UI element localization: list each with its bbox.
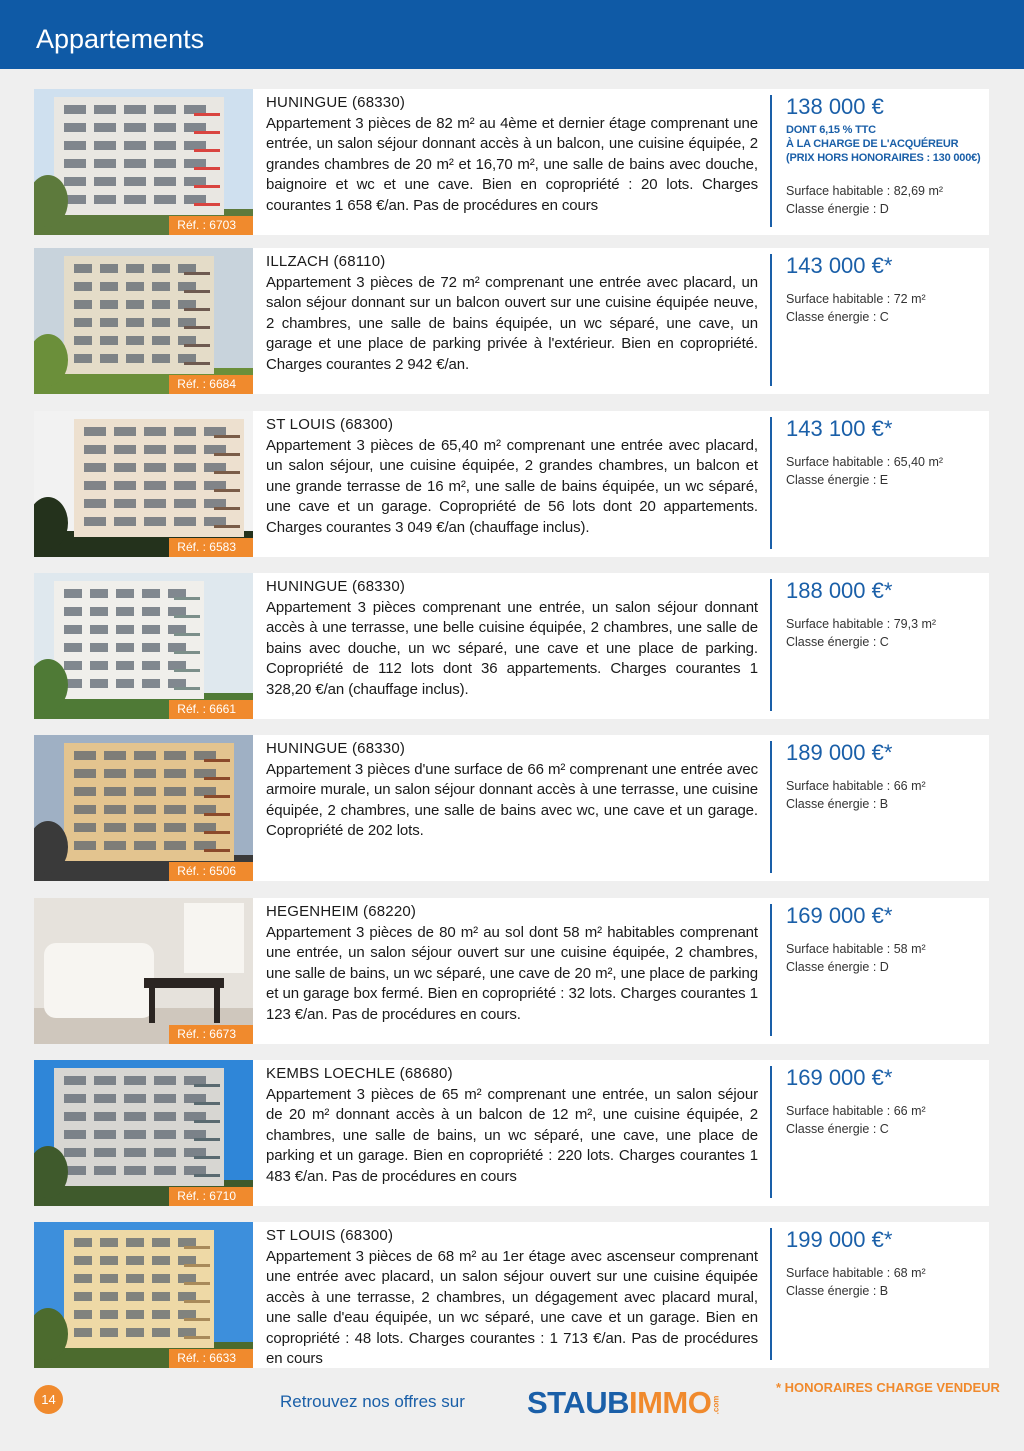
property-photo — [34, 1222, 253, 1368]
surface-area: Surface habitable : 66 m² — [786, 1104, 926, 1118]
listing-text: Appartement 3 pièces de 68 m² au 1er étage avec ascenseur comprenant une entrée avec placard, un salon séjour ouvert sur une cuisine équipée accès à une terrasse, 2 chambres, un dégagement avec placard mural, une salle d'eau équipée, un wc séparé, une cave et un garage. Bien en copropriété : 48 lots. Charges courantes : 1 713 €/an. Pas de procédures en cours — [266, 1247, 758, 1367]
listing-city: KEMBS LOECHLE (68680) — [266, 1065, 453, 1082]
divider — [770, 904, 772, 1036]
listing-city: HUNINGUE (68330) — [266, 94, 406, 111]
energy-class: Classe énergie : C — [786, 1122, 889, 1136]
listing-facts — [786, 777, 986, 813]
price-box — [786, 739, 986, 813]
divider — [770, 417, 772, 549]
listing-facts — [786, 453, 986, 489]
listing-text: Appartement 3 pièces de 65,40 m² comprenant une entrée avec placard, un salon séjour, une cuisine équipée, 2 grandes chambres, un balcon et une grande terrasse de 16 m², une salle de bains équipée, un wc séparé, une cave et un garage. Copropriété de 56 lots dont 20 appartements. Charges courantes 3 049 €/an (chauffage inclus). — [266, 436, 758, 536]
listing-card[interactable] — [34, 573, 989, 719]
listing-photo[interactable] — [34, 89, 253, 235]
listing-text: Appartement 3 pièces de 80 m² au sol dont 58 m² habitables comprenant une entrée, un salon séjour ouvert sur une cuisine équipée, 2 chambres, une salle de bains, un wc séparé, une cave de 20 m², une place de parking et un garage box fermé. Bien en copropriété : 32 lots. Charges courantes 1 123 €/an. Pas de procédures en cours. — [266, 923, 758, 1023]
listing-photo[interactable] — [34, 411, 253, 557]
property-photo — [34, 573, 253, 719]
listing-city: ILLZACH (68110) — [266, 253, 386, 270]
divider — [770, 95, 772, 227]
fee-note: * HONORAIRES CHARGE VENDEUR — [776, 1380, 1000, 1395]
listing-facts — [786, 1102, 986, 1138]
reference-badge: Réf. : 6710 — [169, 1187, 253, 1206]
divider — [770, 1066, 772, 1198]
listing-city: HUNINGUE (68330) — [266, 740, 406, 757]
listing-photo[interactable] — [34, 248, 253, 394]
divider — [770, 741, 772, 873]
price-box — [786, 252, 986, 326]
surface-area: Surface habitable : 72 m² — [786, 292, 926, 306]
listing-facts — [786, 1264, 986, 1300]
listing-price: 143 000 €* — [786, 253, 893, 278]
fee-line: (PRIX HORS HONORAIRES : 130 000€) — [786, 152, 981, 164]
listing-card[interactable] — [34, 89, 989, 235]
divider — [770, 254, 772, 386]
reference-badge: Réf. : 6661 — [169, 700, 253, 719]
logo-suffix: .com — [711, 1395, 721, 1415]
reference-badge: Réf. : 6673 — [169, 1025, 253, 1044]
page-title: Appartements — [36, 24, 205, 54]
listing-description — [266, 577, 758, 700]
price-box — [786, 577, 986, 651]
price-box — [786, 1226, 986, 1300]
divider — [770, 1228, 772, 1360]
listing-card[interactable] — [34, 898, 989, 1044]
energy-class: Classe énergie : C — [786, 635, 889, 649]
listing-price: 199 000 €* — [786, 1227, 893, 1252]
listing-description — [266, 1226, 758, 1370]
listing-description — [266, 415, 758, 538]
property-photo — [34, 89, 253, 235]
listing-description — [266, 902, 758, 1025]
listing-card[interactable] — [34, 1222, 989, 1368]
listing-photo[interactable] — [34, 1222, 253, 1368]
listing-facts — [786, 290, 986, 326]
reference-badge: Réf. : 6583 — [169, 538, 253, 557]
surface-area: Surface habitable : 68 m² — [786, 1266, 926, 1280]
listing-photo[interactable] — [34, 898, 253, 1044]
property-photo — [34, 248, 253, 394]
fee-line: DONT 6,15 % TTC — [786, 124, 876, 136]
fee-line: À LA CHARGE DE L'ACQUÉREUR — [786, 138, 959, 150]
property-photo — [34, 898, 253, 1044]
listing-photo[interactable] — [34, 1060, 253, 1206]
footer-text: Retrouvez nos offres sur — [280, 1392, 465, 1411]
property-photo — [34, 1060, 253, 1206]
logo-part-1: STAUB — [527, 1385, 629, 1420]
listing-price: 169 000 €* — [786, 903, 893, 928]
listing-card[interactable] — [34, 248, 989, 394]
reference-badge: Réf. : 6684 — [169, 375, 253, 394]
listing-price: 189 000 €* — [786, 740, 893, 765]
energy-class: Classe énergie : E — [786, 473, 889, 487]
listing-price: 138 000 € — [786, 94, 884, 119]
price-box — [786, 93, 986, 218]
listing-price: 143 100 €* — [786, 416, 893, 441]
energy-class: Classe énergie : B — [786, 797, 889, 811]
energy-class: Classe énergie : D — [786, 960, 889, 974]
listing-card[interactable] — [34, 411, 989, 557]
listing-price: 169 000 €* — [786, 1065, 893, 1090]
listing-card[interactable] — [34, 735, 989, 881]
price-box — [786, 415, 986, 489]
energy-class: Classe énergie : B — [786, 1284, 889, 1298]
listing-description — [266, 93, 758, 216]
energy-class: Classe énergie : C — [786, 310, 889, 324]
energy-class: Classe énergie : D — [786, 202, 889, 216]
listing-text: Appartement 3 pièces comprenant une entrée, un salon séjour donnant accès à une terrasse, une belle cuisine équipée, 2 chambres, une salle de bains avec douche, un wc séparé, une cave et une place de parking. Copropriété de 112 lots dont 36 appartements. Charges courantes 1 328,20 €/an (chauffage inclus). — [266, 598, 758, 698]
listing-text: Appartement 3 pièces de 65 m² comprenant une entrée, un salon séjour de 20 m² donnant accès à un balcon de 12 m², une cuisine équipée, 2 chambres, une salle de bains, un wc séparé, une cave, une place de parking et un garage. Bien en copropriété : 220 lots. Charges courantes 1 483 €/an. Pas de procédures en cours — [266, 1085, 758, 1185]
property-photo — [34, 735, 253, 881]
listing-photo[interactable] — [34, 735, 253, 881]
surface-area: Surface habitable : 65,40 m² — [786, 455, 944, 469]
listing-text: Appartement 3 pièces d'une surface de 66 m² comprenant une entrée avec armoire murale, un salon séjour donnant accès à une terrasse, une cuisine équipée, 2 chambres, une salle de bains avec wc, une cave et un garage. Copropriété de 202 lots. — [266, 760, 758, 839]
surface-area: Surface habitable : 58 m² — [786, 942, 926, 956]
listing-city: HUNINGUE (68330) — [266, 578, 406, 595]
listing-facts — [786, 940, 986, 976]
fee-details — [786, 123, 986, 165]
surface-area: Surface habitable : 79,3 m² — [786, 617, 937, 631]
listing-text: Appartement 3 pièces de 82 m² au 4ème et dernier étage comprenant une entrée, un salon séjour donnant accès à un balcon, une cuisine équipée, 2 grandes chambres de 20 m² et 16,70 m², une salle de bains avec douche, baignoire et wc et une cave. Bien en copropriété : 20 lots. Charges courantes 1 658 €/an. Pas de procédures en cours — [266, 114, 758, 214]
logo-part-2: IMMO — [628, 1385, 712, 1420]
divider — [770, 579, 772, 711]
listing-city: HEGENHEIM (68220) — [266, 903, 417, 920]
staubimmo-logo[interactable] — [527, 1383, 726, 1423]
listing-description — [266, 252, 758, 375]
reference-badge: Réf. : 6703 — [169, 216, 253, 235]
property-photo — [34, 411, 253, 557]
listing-card[interactable] — [34, 1060, 989, 1206]
listing-facts — [786, 615, 986, 651]
listing-description — [266, 739, 758, 842]
listing-description — [266, 1064, 758, 1187]
listing-photo[interactable] — [34, 573, 253, 719]
reference-badge: Réf. : 6506 — [169, 862, 253, 881]
surface-area: Surface habitable : 66 m² — [786, 779, 926, 793]
reference-badge: Réf. : 6633 — [169, 1349, 253, 1368]
page-number: 14 — [34, 1385, 63, 1414]
price-box — [786, 902, 986, 976]
surface-area: Surface habitable : 82,69 m² — [786, 184, 944, 198]
listing-text: Appartement 3 pièces de 72 m² comprenant une entrée avec placard, un salon séjour donnant sur un balcon ouvert sur une cuisine équipée neuve, 2 chambres, une salle de bains équipée, un wc séparé, une cave, un garage et une place de parking privée à l'extérieur. Bien en copropriété. Charges courantes 2 942 €/an. — [266, 273, 758, 373]
listing-facts — [786, 182, 986, 218]
listing-price: 188 000 €* — [786, 578, 893, 603]
listing-city: ST LOUIS (68300) — [266, 416, 394, 433]
price-box — [786, 1064, 986, 1138]
listing-city: ST LOUIS (68300) — [266, 1227, 394, 1244]
